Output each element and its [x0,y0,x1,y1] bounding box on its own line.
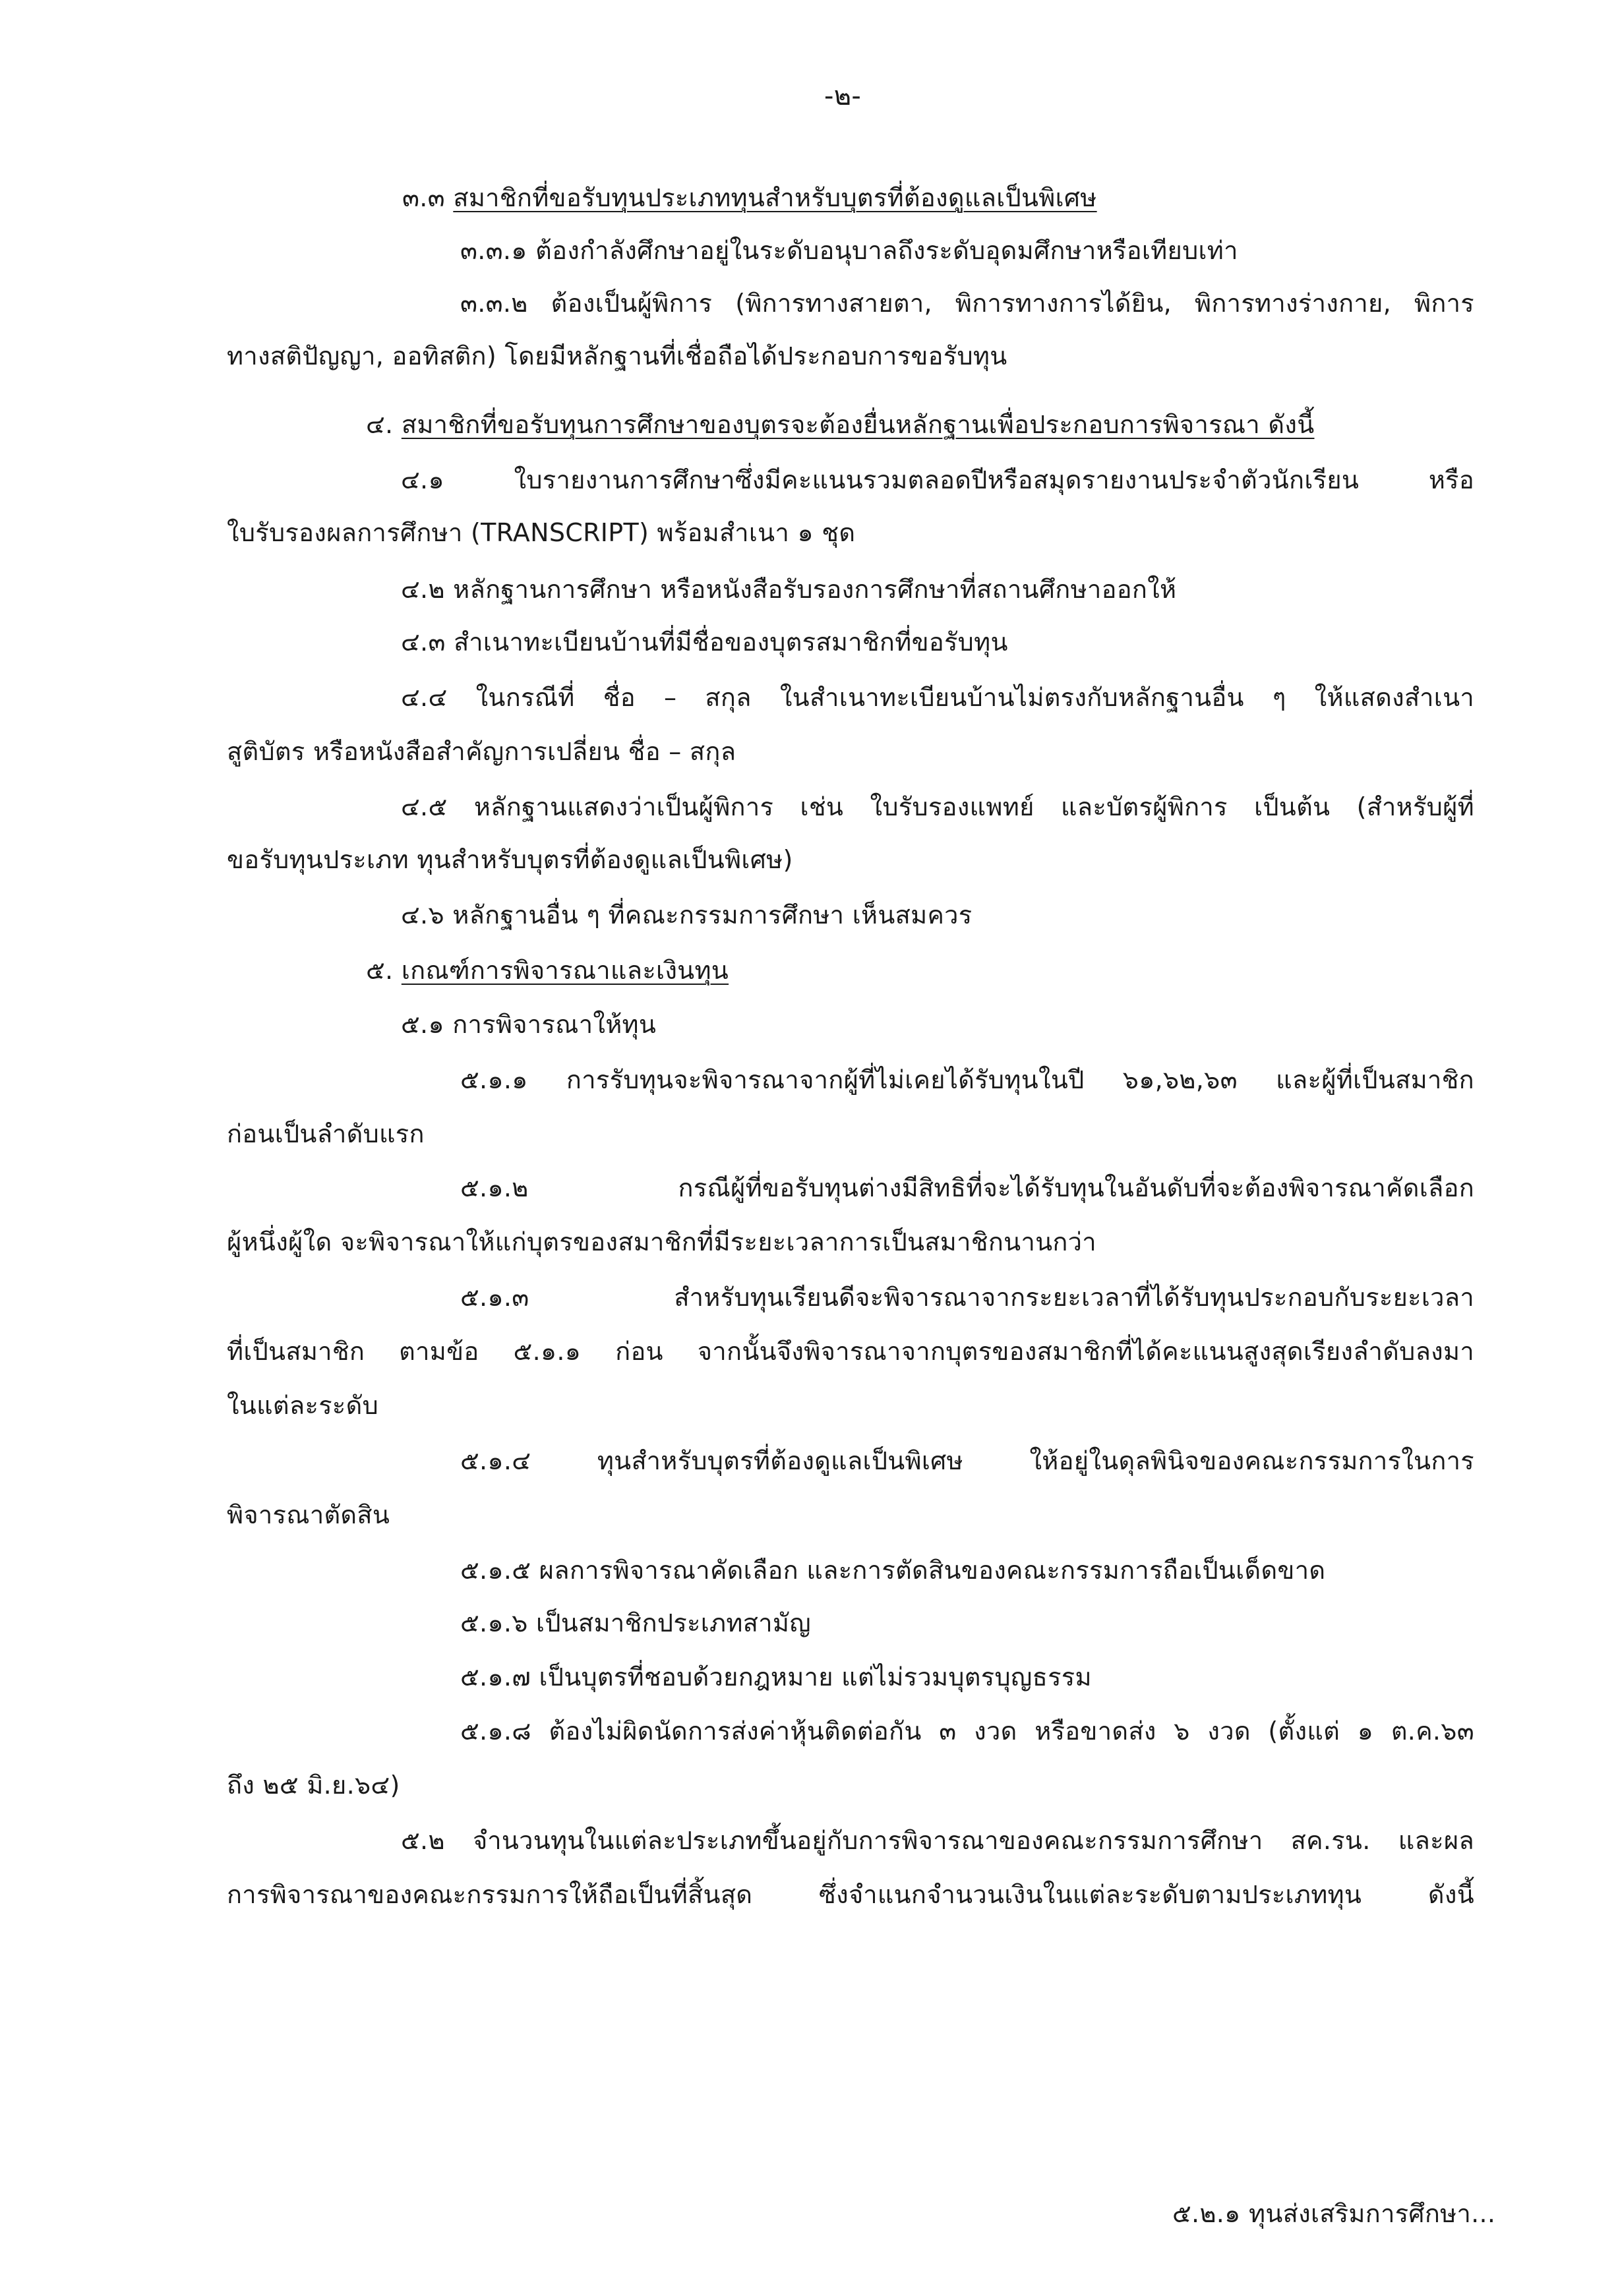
section-5-heading [366,952,729,989]
item-5-1-4-line2: พิจารณาตัดสิน [227,1500,390,1529]
item-4-3: ๔.๓ สำเนาทะเบียนบ้านที่มีชื่อของบุตรสมาชิกที่ขอรับทุน [401,628,1008,657]
item-4-1-line1: ๔.๑ ใบรายงานการศึกษาซึ่งมีคะแนนรวมตลอดปีหรือสมุดรายงานประจำตัวนักเรียน หรือ [401,465,1474,494]
section-5-number: ๕. [366,956,394,985]
item-5-1-5: ๕.๑.๕ ผลการพิจารณาคัดเลือก และการตัดสินของคณะกรรมการถือเป็นเด็ดขาด [460,1556,1326,1585]
section-3-3-heading [402,179,1097,216]
section-4-number: ๔. [366,410,394,439]
item-4-1-line2: ใบรับรองผลการศึกษา (TRANSCRIPT) พร้อมสำเนา ๑ ชุด [227,518,856,547]
item-4-6: ๔.๖ หลักฐานอื่น ๆ ที่คณะกรรมการศึกษา เห็นสมควร [401,900,973,929]
item-3-3-2-line2: ทางสติปัญญา, ออทิสติก) โดยมีหลักฐานที่เชื่อถือได้ประกอบการขอรับทุน [227,341,1007,370]
continuation-note: ๕.๒.๑ ทุนส่งเสริมการศึกษา... [1172,2199,1496,2228]
item-5-1-8-line2: ถึง ๒๕ มิ.ย.๖๔) [227,1771,400,1800]
item-5-2-line2: การพิจารณาของคณะกรรมการให้ถือเป็นที่สิ้นสุด ซึ่งจำแนกจำนวนเงินในแต่ละระดับตามประเภททุน ดังนี้ [227,1880,1474,1909]
item-5-1-3-line1: ๕.๑.๓ สำหรับทุนเรียนดีจะพิจารณาจากระยะเวลาที่ได้รับทุนประกอบกับระยะเวลา [460,1283,1474,1312]
page-number: -๒- [824,81,862,111]
item-5-1: ๕.๑ การพิจารณาให้ทุน [401,1010,657,1039]
item-5-1-4-line1: ๕.๑.๔ ทุนสำหรับบุตรที่ต้องดูแลเป็นพิเศษ ให้อยู่ในดุลพินิจของคณะกรรมการในการ [460,1446,1474,1475]
item-4-5-line1: ๔.๕ หลักฐานแสดงว่าเป็นผู้พิการ เช่น ใบรับรองแพทย์ และบัตรผู้พิการ เป็นต้น (สำหรับผู้ที่ [401,792,1474,821]
item-4-4-line2: สูติบัตร หรือหนังสือสำคัญการเปลี่ยน ชื่อ – สกุล [227,737,736,766]
item-5-2-line1: ๕.๒ จำนวนทุนในแต่ละประเภทขึ้นอยู่กับการพิจารณาของคณะกรรมการศึกษา สค.รน. และผล [401,1826,1474,1855]
item-5-1-2-line1: ๕.๑.๒ กรณีผู้ที่ขอรับทุนต่างมีสิทธิที่จะได้รับทุนในอันดับที่จะต้องพิจารณาคัดเลือก [460,1173,1474,1202]
item-4-4-line1: ๔.๔ ในกรณีที่ ชื่อ – สกุล ในสำเนาทะเบียนบ้านไม่ตรงกับหลักฐานอื่น ๆ ให้แสดงสำเนา [401,683,1474,712]
section-3-3-title: สมาชิกที่ขอรับทุนประเภททุนสำหรับบุตรที่ต้องดูแลเป็นพิเศษ [453,183,1097,212]
item-5-1-7: ๕.๑.๗ เป็นบุตรที่ชอบด้วยกฎหมาย แต่ไม่รวมบุตรบุญธรรม [460,1663,1092,1692]
item-4-2: ๔.๒ หลักฐานการศึกษา หรือหนังสือรับรองการศึกษาที่สถานศึกษาออกให้ [401,575,1177,604]
section-4-title: สมาชิกที่ขอรับทุนการศึกษาของบุตรจะต้องยื่นหลักฐานเพื่อประกอบการพิจารณา ดังนี้ [401,410,1315,439]
item-5-1-3-line2: ที่เป็นสมาชิก ตามข้อ ๕.๑.๑ ก่อน จากนั้นจึงพิจารณาจากบุตรของสมาชิกที่ได้คะแนนสูงสุดเรียงลำดับลงมา [227,1337,1474,1366]
item-3-3-2-line1: ๓.๓.๒ ต้องเป็นผู้พิการ (พิการทางสายตา, พิการทางการได้ยิน, พิการทางร่างกาย, พิการ [460,289,1474,318]
item-5-1-3-line3: ในแต่ละระดับ [227,1391,379,1420]
item-5-1-2-line2: ผู้หนึ่งผู้ใด จะพิจารณาให้แก่บุตรของสมาชิกที่มีระยะเวลาการเป็นสมาชิกนานกว่า [227,1227,1096,1256]
item-5-1-6: ๕.๑.๖ เป็นสมาชิกประเภทสามัญ [460,1608,811,1637]
section-5-title: เกณฑ์การพิจารณาและเงินทุน [401,956,729,985]
section-4-heading [366,406,1315,443]
item-3-3-1: ๓.๓.๑ ต้องกำลังศึกษาอยู่ในระดับอนุบาลถึงระดับอุดมศึกษาหรือเทียบเท่า [460,236,1238,265]
item-4-5-line2: ขอรับทุนประเภท ทุนสำหรับบุตรที่ต้องดูแลเป็นพิเศษ) [227,845,793,874]
item-5-1-8-line1: ๕.๑.๘ ต้องไม่ผิดนัดการส่งค่าหุ้นติดต่อกัน ๓ งวด หรือขาดส่ง ๖ งวด (ตั้งแต่ ๑ ต.ค.๖๓ [460,1717,1474,1746]
item-5-1-1-line1: ๕.๑.๑ การรับทุนจะพิจารณาจากผู้ที่ไม่เคยได้รับทุนในปี ๖๑,๖๒,๖๓ และผู้ที่เป็นสมาชิก [460,1065,1474,1094]
item-5-1-1-line2: ก่อนเป็นลำดับแรก [227,1119,425,1148]
section-3-3-number: ๓.๓ [402,183,445,212]
